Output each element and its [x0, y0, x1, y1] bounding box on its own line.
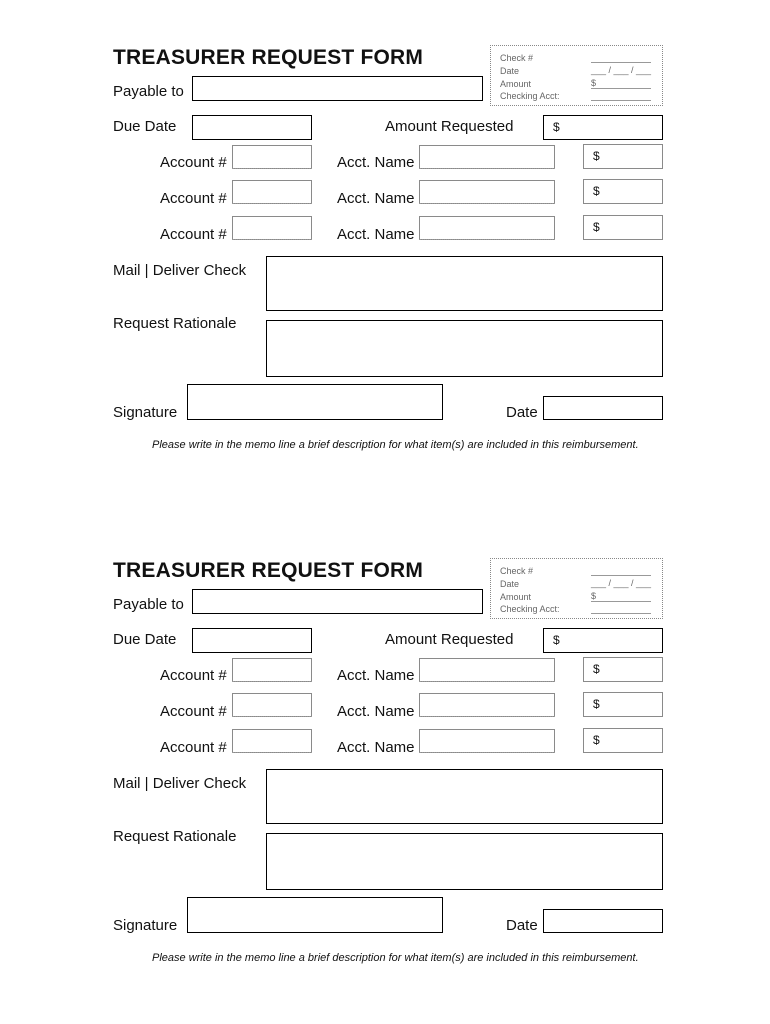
- acct-name-underline: [419, 239, 555, 240]
- due-date-field[interactable]: [192, 115, 312, 140]
- account-underline: [232, 203, 312, 204]
- acct-name-underline: [419, 681, 555, 682]
- account-underline: [232, 239, 312, 240]
- account-number-field[interactable]: [232, 658, 312, 682]
- signature-field[interactable]: [187, 384, 443, 420]
- acct-name-field[interactable]: [419, 145, 555, 169]
- account-label: Account #: [160, 739, 227, 756]
- acct-name-underline: [419, 203, 555, 204]
- treasurer-request-form-2: [0, 513, 770, 1013]
- acct-amount-field[interactable]: [583, 179, 663, 204]
- acct-amount-field[interactable]: [583, 657, 663, 682]
- acct-name-label: Acct. Name: [337, 667, 415, 684]
- acct-name-underline: [419, 716, 555, 717]
- office-checking-acct-label: Checking Acct:: [500, 604, 560, 614]
- acct-name-underline: [419, 168, 555, 169]
- acct-name-field[interactable]: [419, 693, 555, 717]
- acct-name-label: Acct. Name: [337, 190, 415, 207]
- office-checking-acct-value: [591, 90, 651, 101]
- account-label: Account #: [160, 190, 227, 207]
- dollar-sign: $: [593, 697, 600, 711]
- dollar-sign: $: [593, 220, 600, 234]
- form-title: TREASURER REQUEST FORM: [113, 559, 424, 582]
- payable-to-label: Payable to: [113, 596, 184, 613]
- due-date-label: Due Date: [113, 631, 177, 648]
- acct-name-field[interactable]: [419, 216, 555, 240]
- office-use-box: [490, 45, 663, 106]
- office-check-label: Check #: [500, 53, 534, 63]
- account-underline: [232, 168, 312, 169]
- acct-name-field[interactable]: [419, 729, 555, 753]
- office-check-label: Check #: [500, 566, 534, 576]
- account-number-field[interactable]: [232, 145, 312, 169]
- date-label: Date: [506, 404, 538, 421]
- memo-note: Please write in the memo line a brief description for what item(s) are included in this reimbursement.: [152, 439, 639, 451]
- dollar-sign: $: [593, 662, 600, 676]
- signature-date-field[interactable]: [543, 909, 663, 933]
- office-date-label: Date: [500, 579, 520, 589]
- office-amount-value: $: [591, 78, 651, 89]
- signature-field[interactable]: [187, 897, 443, 933]
- acct-name-field[interactable]: [419, 658, 555, 682]
- account-label: Account #: [160, 154, 227, 171]
- office-checking-acct-value: [591, 603, 651, 614]
- office-date-label: Date: [500, 66, 520, 76]
- mail-deliver-field[interactable]: [266, 256, 663, 311]
- office-date-value: ___ / ___ / ___: [591, 578, 652, 588]
- office-check-value: [591, 52, 651, 63]
- dollar-sign: $: [553, 120, 560, 134]
- request-rationale-field[interactable]: [266, 320, 663, 377]
- due-date-field[interactable]: [192, 628, 312, 653]
- payable-to-label: Payable to: [113, 83, 184, 100]
- acct-name-label: Acct. Name: [337, 703, 415, 720]
- account-number-field[interactable]: [232, 693, 312, 717]
- amount-requested-field[interactable]: [543, 115, 663, 140]
- office-use-box: [490, 558, 663, 619]
- payable-to-field[interactable]: [192, 589, 483, 614]
- acct-name-label: Acct. Name: [337, 226, 415, 243]
- amount-requested-field[interactable]: [543, 628, 663, 653]
- mail-deliver-field[interactable]: [266, 769, 663, 824]
- account-underline: [232, 716, 312, 717]
- office-checking-acct-label: Checking Acct:: [500, 91, 560, 101]
- form-title: TREASURER REQUEST FORM: [113, 46, 424, 69]
- account-number-field[interactable]: [232, 729, 312, 753]
- acct-amount-field[interactable]: [583, 215, 663, 240]
- office-amount-value: $: [591, 591, 651, 602]
- account-underline: [232, 681, 312, 682]
- account-label: Account #: [160, 226, 227, 243]
- account-underline: [232, 752, 312, 753]
- payable-to-field[interactable]: [192, 76, 483, 101]
- signature-date-field[interactable]: [543, 396, 663, 420]
- date-label: Date: [506, 917, 538, 934]
- amount-requested-label: Amount Requested: [385, 631, 514, 648]
- acct-amount-field[interactable]: [583, 144, 663, 169]
- acct-amount-field[interactable]: [583, 692, 663, 717]
- due-date-label: Due Date: [113, 118, 177, 135]
- acct-name-underline: [419, 752, 555, 753]
- request-rationale-label: Request Rationale: [113, 828, 237, 845]
- acct-name-label: Acct. Name: [337, 739, 415, 756]
- memo-note: Please write in the memo line a brief description for what item(s) are included in this reimbursement.: [152, 952, 639, 964]
- mail-deliver-label: Mail | Deliver Check: [113, 775, 247, 792]
- dollar-sign: $: [593, 149, 600, 163]
- acct-amount-field[interactable]: [583, 728, 663, 753]
- acct-name-field[interactable]: [419, 180, 555, 204]
- office-date-value: ___ / ___ / ___: [591, 65, 652, 75]
- office-amount-label: Amount: [500, 592, 532, 602]
- account-label: Account #: [160, 667, 227, 684]
- request-rationale-label: Request Rationale: [113, 315, 237, 332]
- account-number-field[interactable]: [232, 216, 312, 240]
- treasurer-request-form-1: [0, 0, 770, 500]
- amount-requested-label: Amount Requested: [385, 118, 514, 135]
- office-amount-label: Amount: [500, 79, 532, 89]
- account-number-field[interactable]: [232, 180, 312, 204]
- signature-label: Signature: [113, 917, 178, 934]
- signature-label: Signature: [113, 404, 178, 421]
- request-rationale-field[interactable]: [266, 833, 663, 890]
- acct-name-label: Acct. Name: [337, 154, 415, 171]
- mail-deliver-label: Mail | Deliver Check: [113, 262, 247, 279]
- dollar-sign: $: [593, 733, 600, 747]
- office-check-value: [591, 565, 651, 576]
- account-label: Account #: [160, 703, 227, 720]
- dollar-sign: $: [553, 633, 560, 647]
- dollar-sign: $: [593, 184, 600, 198]
